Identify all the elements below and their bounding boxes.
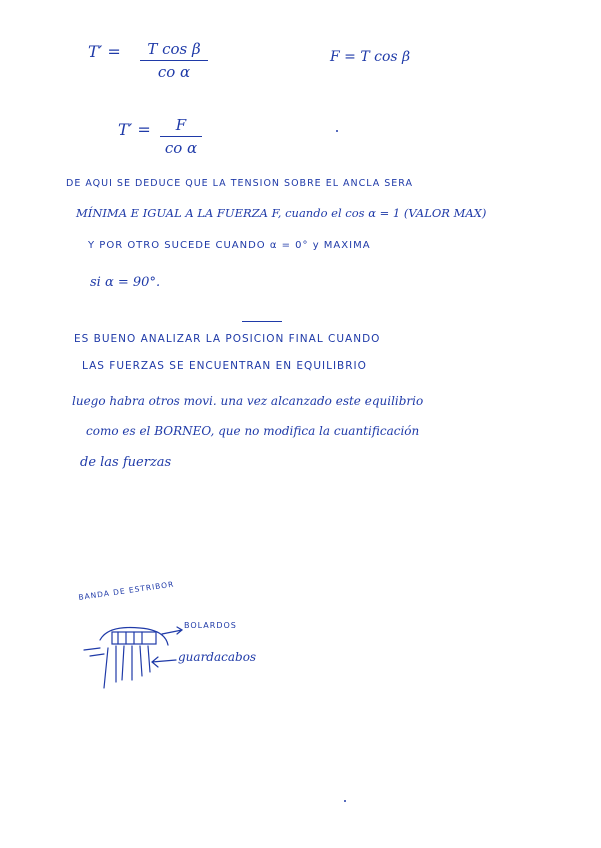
left-lines [84,648,104,656]
ink-dot [336,130,338,132]
equation-1-lhs: T′ = [88,42,121,61]
sketch-title: BANDA DE ESTRIBOR [77,579,175,602]
paragraph-3-line-3: de las fuerzas [80,455,172,470]
ink-dot [344,800,346,802]
sketch-label-bolardos: BOLARDOS [184,621,237,630]
paragraph-3-line-2: como es el BORNEO, que no modifica la cuantificación [86,424,420,438]
equation-1-numerator: T cos β [147,40,201,58]
vertical-lines [104,646,150,688]
equation-3-lhs: T′ = [118,120,151,139]
paragraph-2-line-2: LAS FUERZAS SE ENCUENTRAN EN EQUILIBRIO [82,360,367,372]
equation-3-numerator: F [175,116,187,134]
paragraph-2-line-1: ES BUENO ANALIZAR LA POSICION FINAL CUANDO [74,333,381,345]
paragraph-1-line-4: si α = 90°. [90,275,161,290]
arrow-to-guardacabos [152,657,176,667]
equation-2: F = T cos β [330,49,411,65]
sketch-label-guardacabos: guardacabos [178,650,257,664]
paragraph-1-line-3: Y POR OTRO SUCEDE CUANDO α = 0° y MAXIMA [88,240,371,251]
paragraph-1-line-2: MÍNIMA E IGUAL A LA FUERZA F, cuando el cos α = 1 (VALOR MAX) [76,206,487,220]
arrow-to-bolardos [162,627,182,634]
equation-3-denominator: co α [164,139,198,157]
paragraph-1-line-1: DE AQUI SE DEDUCE QUE LA TENSION SOBRE EL ANCLA SERA [66,178,414,189]
bollard-post-lines [118,632,142,644]
equation-1-denominator: co α [157,63,191,81]
paragraph-3-line-1: luego habra otros movi. una vez alcanzado este equilibrio [72,394,424,408]
